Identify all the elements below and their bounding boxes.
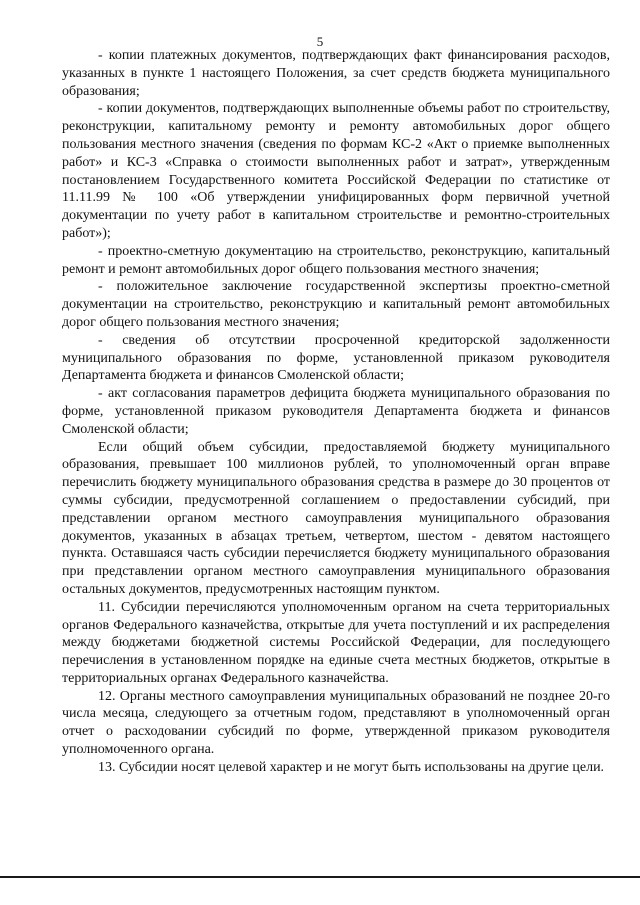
paragraph-debt-info: - сведения об отсутствии просроченной кредиторской задолженности муниципального образования по форме, установленной приказом руководителя Департамента бюджета и финансов Смоленской области; [62, 332, 610, 384]
page-number: 5 [316, 34, 324, 49]
bottom-rule [0, 876, 640, 878]
paragraph-design-docs: - проектно-сметную документацию на строительство, реконструкцию, капитальный ремонт и ремонт автомобильных дорог общего пользования местного значения; [62, 243, 610, 277]
document-body [62, 47, 610, 777]
paragraph-item-12: 12. Органы местного самоуправления муниципальных образований не позднее 20-го числа месяца, следующего за отчетным годом, представляют в уполномоченный орган отчет о расходовании субсидий по форме, утвержденной приказом руководителя уполномоченного органа. [62, 688, 610, 758]
paragraph-item-11: 11. Субсидии перечисляются уполномоченным органом на счета территориальных органов Федерального казначейства, открытые для учета поступлений и их распределения между бюджетами бюджетной системы Российской Федерации, для последующего перечисления в установленном порядке на единые счета местных бюджетов, открытые в территориальных органах Федерального казначейства. [62, 599, 610, 686]
paragraph-large-subsidy: Если общий объем субсидии, предоставляемой бюджету муниципального образования, превышает 100 миллионов рублей, то уполномоченный орган вправе перечислить бюджету муниципального образования средства в размере до 30 процентов от суммы субсидии, предусмотренной соглашением о предоставлении субсидий, при представлении органом местного самоуправления муниципального образования документов, указанных в абзацах третьем, четвертом, шестом - девятом настоящего пункта. Оставшаяся часть субсидии перечисляется бюджету муниципального образования при представлении органом местного самоуправления муниципального образования остальных документов, предусмотренных настоящим пунктом. [62, 439, 610, 597]
paragraph-deficit-act: - акт согласования параметров дефицита бюджета муниципального образования по форме, установленной приказом руководителя Департамента бюджета и финансов Смоленской области; [62, 386, 610, 437]
paragraph-item-13: 13. Субсидии носят целевой характер и не могут быть использованы на другие цели. [98, 759, 605, 775]
paragraph-payment-docs: - копии платежных документов, подтверждающих факт финансирования расходов, указанных в пункте 1 настоящего Положения, за счет средств бюджета муниципального образования; [62, 48, 610, 99]
paragraph-expertise-conclusion: - положительное заключение государственной экспертизы проектно-сметной документации на строительство, реконструкцию и капитальный ремонт автомобильных дорог общего пользования местного значения; [62, 279, 610, 330]
paragraph-work-volume-docs: - копии документов, подтверждающих выполненные объемы работ по строительству, реконструкции, капитальному ремонту и ремонту автомобильных дорог общего пользования местного значения (сведения по формам КС-2 «Акт о приемке выполненных работ» и КС-3 «Справка о стоимости выполненных работ и затрат», утвержденным постановлением Государственного комитета Российской Федерации по статистике от 11.11.99 № 100 «Об утверждении унифицированных форм первичной учетной документации по учету работ в капитальном строительстве и ремонтно-строительных работ»); [62, 101, 610, 241]
